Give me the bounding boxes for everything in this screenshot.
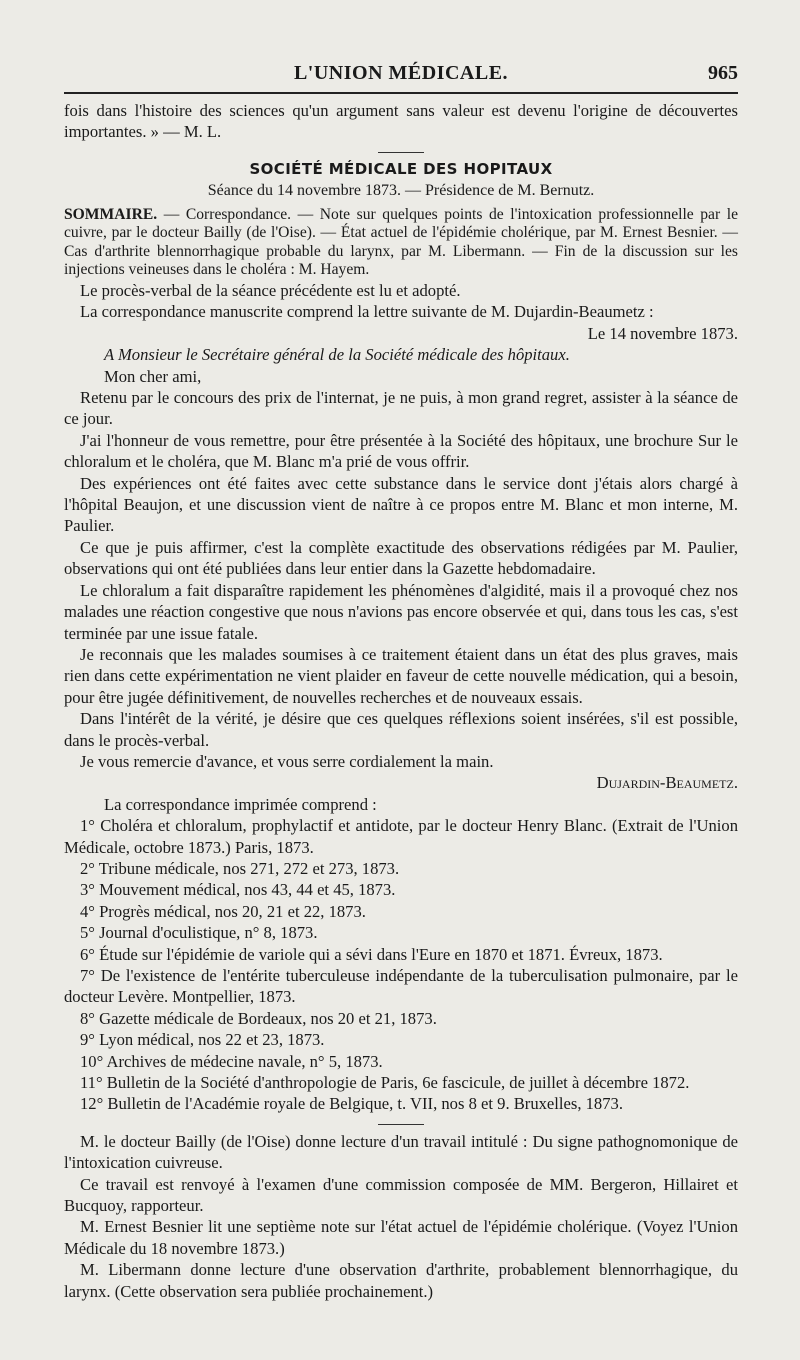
list-item: 3° Mouvement médical, nos 43, 44 et 45, 1873.: [80, 880, 396, 900]
letter-paragraph: Je vous remercie d'avance, et vous serre cordialement la main.: [80, 751, 494, 771]
sommaire-text: — Correspondance. — Note sur quelques points de l'intoxication professionnelle par le cuivre, par le docteur Bailly (de l'Oise). — État actuel de l'épidémie cholérique, par M. Ernest Besnier. — Cas d'arthrite blennorrhagique probable du larynx, par M. Libermann. — Fin de la discussion sur les injections veineuses dans le choléra : M. Hayem.: [64, 205, 738, 279]
sommaire: [64, 206, 738, 280]
letter-paragraph: J'ai l'honneur de vous remettre, pour être présentée à la Société des hôpitaux, une brochure Sur le chloralum et le choléra, que M. Blanc m'a prié de vous offrir.: [64, 430, 738, 472]
letter-paragraph: Le chloralum a fait disparaître rapidement les phénomènes d'algidité, mais il a provoqué chez nos malades une réaction congestive que nous n'avions pas encore observée et qui, dans tous les cas, s'est terminée par une issue fatale.: [64, 580, 738, 643]
letter-paragraph: Retenu par le concours des prix de l'internat, je ne puis, à mon grand regret, assister à la séance de ce jour.: [64, 388, 738, 429]
journal-title: L'UNION MÉDICALE.: [293, 62, 509, 84]
list-item: 4° Progrès médical, nos 20, 21 et 22, 1873.: [80, 901, 366, 921]
correspondence-intro: La correspondance manuscrite comprend la lettre suivante de M. Dujardin-Beaumetz :: [80, 302, 654, 322]
letter-paragraph: Dans l'intérêt de la vérité, je désire que ces quelques réflexions soient insérées, s'il est possible, dans le procès-verbal.: [64, 709, 738, 750]
body-text: [64, 100, 738, 1302]
page-number: 965: [708, 62, 738, 84]
sommaire-label: SOMMAIRE.: [64, 205, 158, 223]
letter-address: A Monsieur le Secrétaire général de la Société médicale des hôpitaux.: [104, 345, 570, 365]
minutes-adopted: Le procès-verbal de la séance précédente est lu et adopté.: [80, 281, 461, 300]
letter-paragraph: Ce que je puis affirmer, c'est la complète exactitude des observations rédigées par M. Paulier, observations qui ont été publiées dans leur entier dans la Gazette hebdomadaire.: [64, 537, 738, 579]
intro-text: fois dans l'histoire des sciences qu'un argument sans valeur est devenu l'origine de découvertes importantes. » — M. L.: [64, 101, 738, 142]
list-item: 8° Gazette médicale de Bordeaux, nos 20 et 21, 1873.: [80, 1008, 437, 1028]
list-item: 2° Tribune médicale, nos 271, 272 et 273, 1873.: [80, 858, 400, 878]
seance-line: Séance du 14 novembre 1873. — Présidence de M. Bernutz.: [207, 182, 595, 200]
running-header: [64, 58, 738, 94]
list-item: 10° Archives de médecine navale, n° 5, 1873.: [80, 1051, 383, 1071]
list-item: 5° Journal d'oculistique, n° 8, 1873.: [80, 923, 318, 943]
closing-paragraph: M. Ernest Besnier lit une septième note sur l'état actuel de l'épidémie cholérique. (Voyez l'Union Médicale du 18 novembre 1873.): [64, 1217, 738, 1258]
closing-paragraph: Ce travail est renvoyé à l'examen d'une commission composée de MM. Bergeron, Hillairet et Bucquoy, rapporteur.: [64, 1174, 738, 1216]
list-item: 1° Choléra et chloralum, prophylactif et antidote, par le docteur Henry Blanc. (Extrait de l'Union Médicale, octobre 1873.) Paris, 1873.: [64, 816, 738, 857]
letter-salutation: Mon cher ami,: [104, 366, 202, 386]
section-rule: [378, 1124, 424, 1125]
list-item: 6° Étude sur l'épidémie de variole qui a sévi dans l'Eure en 1870 et 1871. Évreux, 1873.: [80, 944, 663, 964]
society-title: SOCIÉTÉ MÉDICALE DES HOPITAUX: [249, 159, 553, 178]
list-item: 9° Lyon médical, nos 22 et 23, 1873.: [80, 1030, 325, 1050]
letter-signature: Dujardin-Beaumetz.: [596, 773, 738, 793]
section-rule: [378, 152, 424, 153]
letter-paragraph: Je reconnais que les malades soumises à ce traitement étaient dans un état des plus graves, mais rien dans cette expérimentation ne vient plaider en faveur de cette nouvelle médication, qui a besoin, pour être jugée définitivement, de nouvelles recherches et de nouveaux essais.: [64, 644, 738, 707]
letter-paragraph: Des expériences ont été faites avec cette substance dans le service dont j'étais alors chargé à l'hôpital Beaujon, et une discussion vient de naître à ce propos entre M. Blanc et mon interne, M. Paulier.: [64, 473, 738, 536]
list-item: 7° De l'existence de l'entérite tuberculeuse indépendante de la tuberculisation pulmonaire, par le docteur Levère. Montpellier, 1873.: [64, 966, 738, 1007]
printed-intro: La correspondance imprimée comprend :: [104, 794, 377, 814]
closing-paragraph: M. le docteur Bailly (de l'Oise) donne lecture d'un travail intitulé : Du signe pathognomonique de l'intoxication cuivreuse.: [64, 1131, 738, 1173]
list-item: 12° Bulletin de l'Académie royale de Belgique, t. VII, nos 8 et 9. Bruxelles, 1873.: [80, 1094, 623, 1114]
list-item: 11° Bulletin de la Société d'anthropologie de Paris, 6e fascicule, de juillet à décembre 1872.: [80, 1073, 690, 1093]
closing-paragraph: M. Libermann donne lecture d'une observation d'arthrite, probablement blennorrhagique, du larynx. (Cette observation sera publiée prochainement.): [64, 1260, 738, 1301]
printed-list: [64, 815, 738, 1115]
letter-date: Le 14 novembre 1873.: [587, 323, 738, 343]
